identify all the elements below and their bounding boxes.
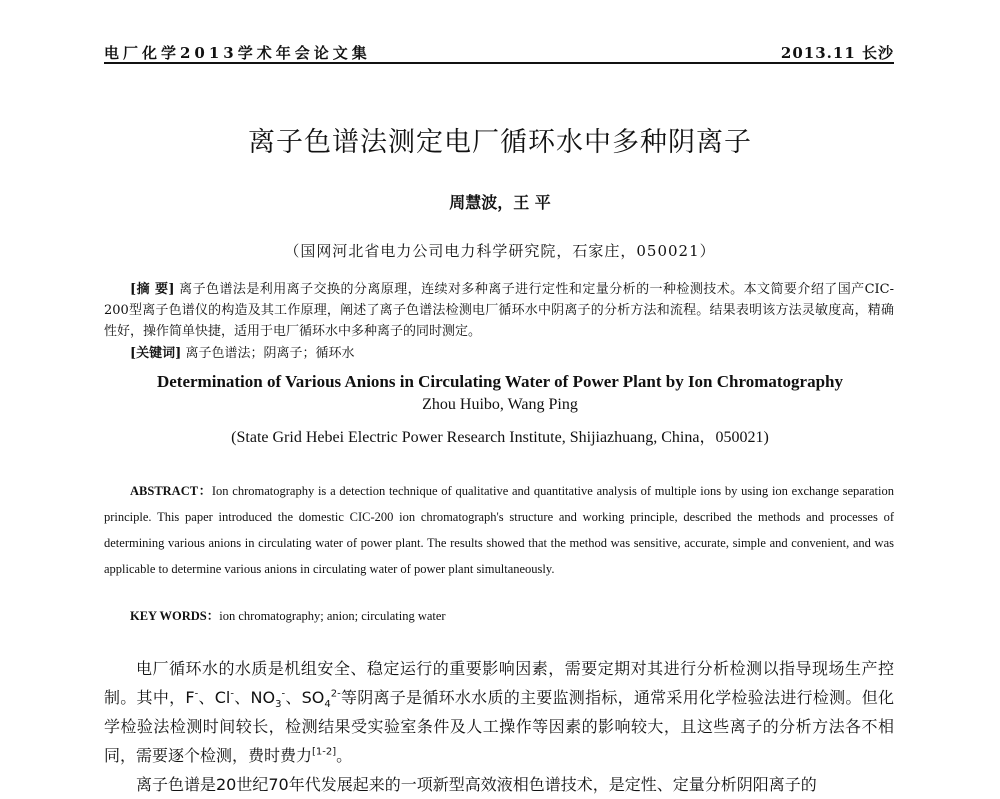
body-text-run: 、NO (233, 688, 276, 707)
header-date-location: 2013.11 长沙 (780, 44, 894, 62)
en-authors: Zhou Huibo, Wang Ping (422, 396, 578, 413)
keywords-cn-label: [关键词] (130, 346, 182, 361)
body-text-run: 电厂循环水的水质是机组安全、稳定运行的重要影响因素，需要定期对其进行分析检测以指导现场生产控制。其中，F (104, 659, 894, 707)
en-keywords-label: KEY WORDS： (130, 609, 220, 623)
en-abstract-label: ABSTRACT： (130, 484, 212, 498)
abstract-cn (104, 279, 894, 342)
running-header (104, 42, 894, 64)
keywords-cn-text: 离子色谱法；阴离子；循环水 (185, 346, 355, 361)
paper-title: 离子色谱法测定电厂循环水中多种阴离子 (248, 127, 752, 158)
header-journal-title: 电厂化学2013学术年会论文集 (104, 44, 371, 62)
keywords-cn (130, 343, 354, 364)
authors: 周慧波，王 平 (449, 193, 551, 212)
abstract-cn-text: 离子色谱法是利用离子交换的分离原理，连续对多种离子进行定性和定量分析的一种检测技术。本文简要介绍了国产CIC-200型离子色谱仪的构造及其工作原理，阐述了离子色谱法检测电厂循环水中阴离子的分析方法和流程。结果表明该方法灵敏度高，精确性好，操作简单快捷，适用于电厂循环水中多种离子的同时测定。 (104, 282, 894, 339)
body-text-run: 、SO (285, 688, 325, 707)
en-title: Determination of Various Anions in Circulating Water of Power Plant by Ion Chromatography (156, 372, 844, 391)
body-paragraph: 电厂循环水的水质是机组安全、稳定运行的重要影响因素，需要定期对其进行分析检测以指导现场生产控制。其中，F-、Cl-、$NO_3^-$、$SO_4^{2-}$等阴离子是循环水水质的主要监测指标，通常采用化学检验法进行检测。但化学检验法检测时间较长，检测结果受实验室条件及人工操作等因素的影响较大，且这些离子的分析方法各不相同，需要逐个检测，费时费力[1-2]。 (104, 659, 894, 765)
en-keywords-text: ion chromatography; anion; circulating water (219, 609, 446, 623)
abstract-cn-label: [摘 要] (130, 282, 175, 297)
body-text-run: 等阴离子是循环水水质的主要监测指标，通常采用化学检验法进行检测。但化学检验法检测时间较长，检测结果受实验室条件及人工操作等因素的影响较大，且这些离子的分析方法各不相同，需要逐个检测，费时费力 (104, 688, 894, 765)
en-keywords (130, 606, 446, 624)
body-text-run: 、Cl (198, 688, 231, 707)
en-abstract-text: Ion chromatography is a detection technique of qualitative and quantitative analysis of multiple ions by using ion exchange separation principle. This paper introduced the domestic CIC-200 ion chromatograph's structure and working principle, described the methods and processes of determining various anions in circulating water of power plant. The results showed that the method was sensitive, accurate, simple and convenient, and was applicable to determine various anions in circulating water of power plant simultaneously. (104, 484, 894, 576)
body-paragraph: 离子色谱是20世纪70年代发展起来的一项新型高效液相色谱技术，是定性、定量分析阴阳离子的 (136, 775, 817, 794)
affiliation: （国网河北省电力公司电力科学研究院，石家庄，050021） (284, 242, 716, 260)
en-abstract (104, 478, 894, 582)
citation: [1-2] (312, 746, 337, 758)
body-text-run: 。 (336, 746, 353, 765)
en-affiliation: (State Grid Hebei Electric Power Research Institute, Shijiazhuang, China，050021) (231, 429, 769, 446)
body-text (104, 654, 894, 799)
